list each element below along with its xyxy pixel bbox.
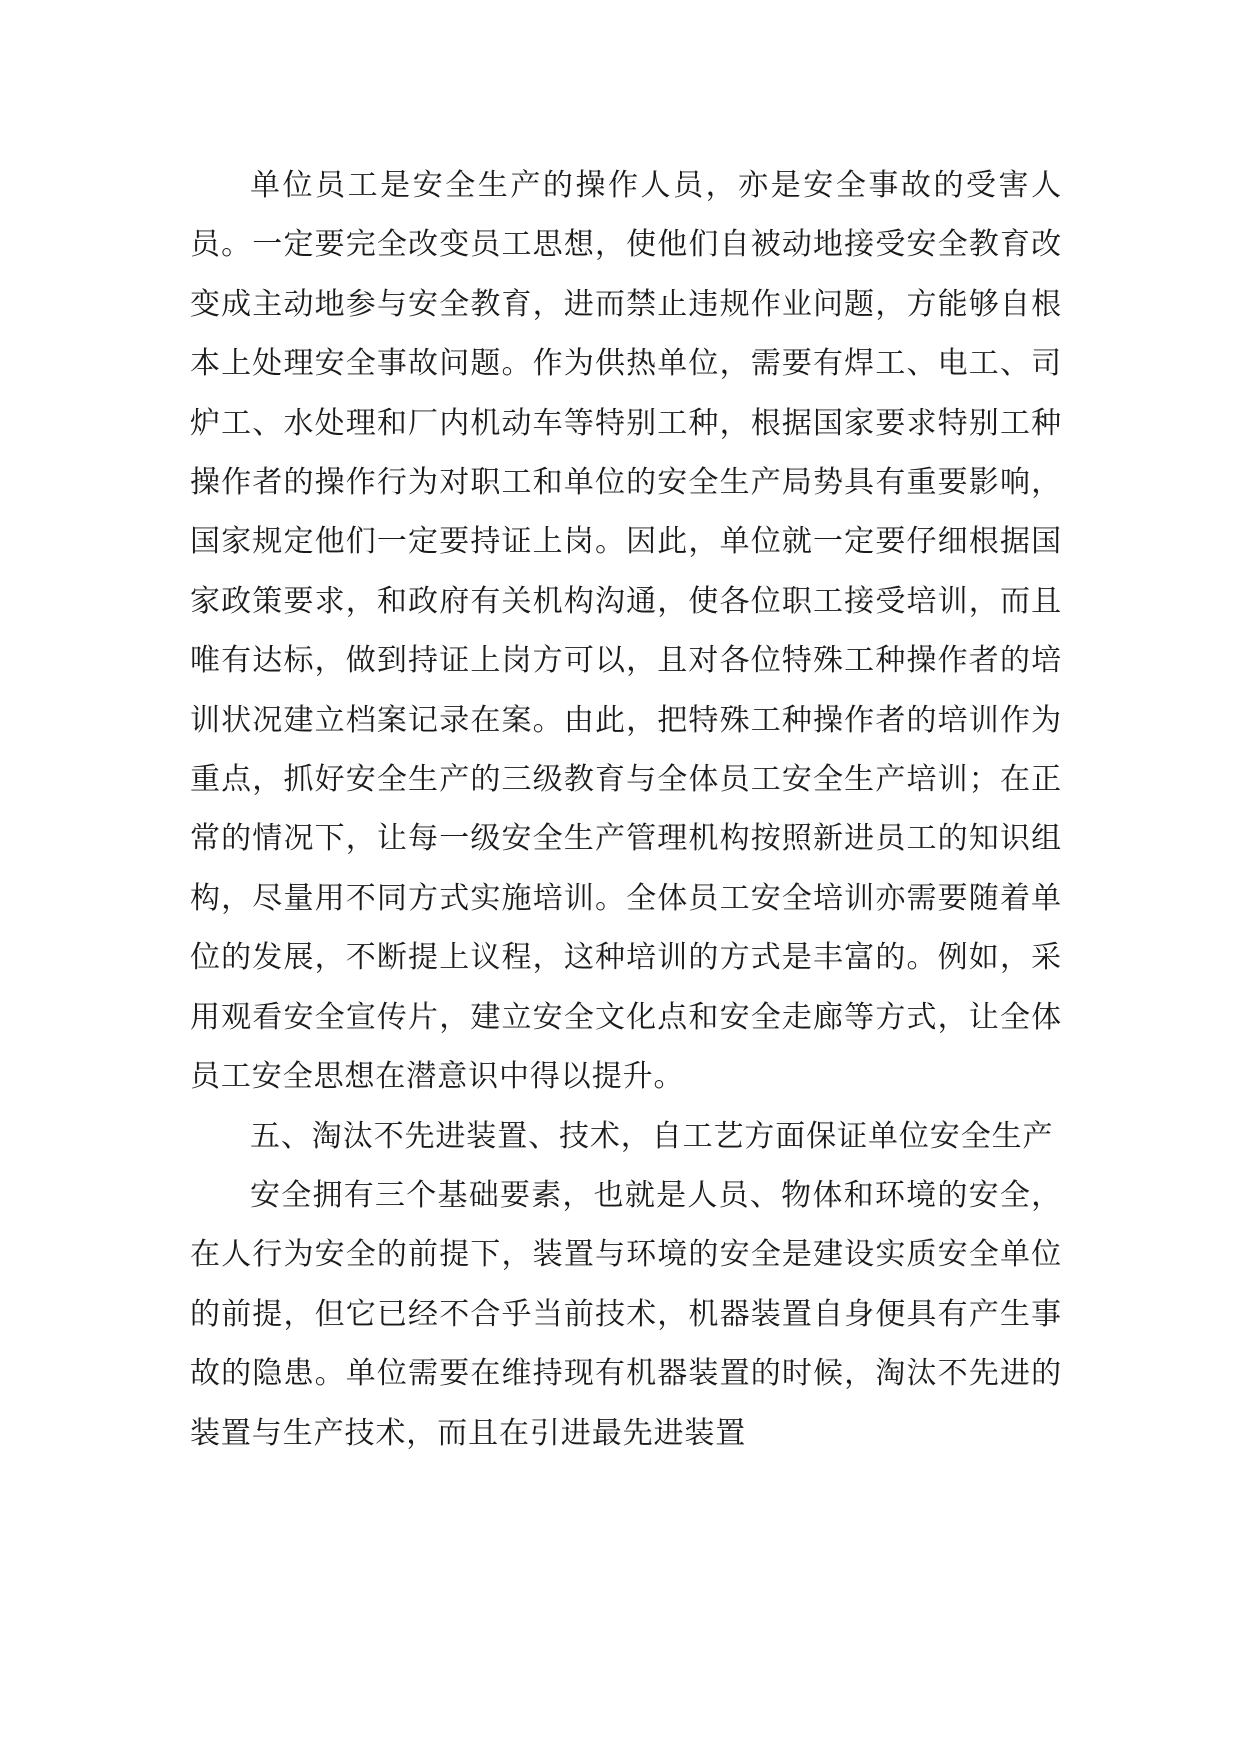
paragraph-training: 单位员工是安全生产的操作人员，亦是安全事故的受害人员。一定要完全改变员工思想，使他们自被动地接受安全教育改变成主动地参与安全教育，进而禁止违规作业问题，方能够自根本上处理安全事故问题。作为供热单位，需要有焊工、电工、司炉工、水处理和厂内机动车等特别工种，根据国家要求特别工种操作者的操作行为对职工和单位的安全生产局势具有重要影响，国家规定他们一定要持证上岗。因此，单位就一定要仔细根据国家政策要求，和政府有关机构沟通，使各位职工接受培训，而且唯有达标，做到持证上岗方可以，且对各位特殊工种操作者的培训状况建立档案记录在案。由此，把特殊工种操作者的培训作为重点，抓好安全生产的三级教育与全体员工安全生产培训；在正常的情况下，让每一级安全生产管理机构按照新进员工的知识组构，尽量用不同方式实施培训。全体员工安全培训亦需要随着单位的发展，不断提上议程，这种培训的方式是丰富的。例如，采用观看安全宣传片，建立安全文化点和安全走廊等方式，让全体员工安全思想在潜意识中得以提升。 <box>190 168 1062 1095</box>
paragraph-equipment: 安全拥有三个基础要素，也就是人员、物体和环境的安全，在人行为安全的前提下，装置与环境的安全是建设实质安全单位的前提，但它已经不合乎当前技术，机器装置自身便具有产生事故的隐患。单位需要在维持现有机器装置的时候，淘汰不先进的装置与生产技术，而且在引进最先进装置 <box>190 1177 1062 1451</box>
section-heading-five: 五、淘汰不先进装置、技术，自工艺方面保证单位安全生产 <box>250 1118 1054 1154</box>
body-text <box>190 156 1062 1463</box>
